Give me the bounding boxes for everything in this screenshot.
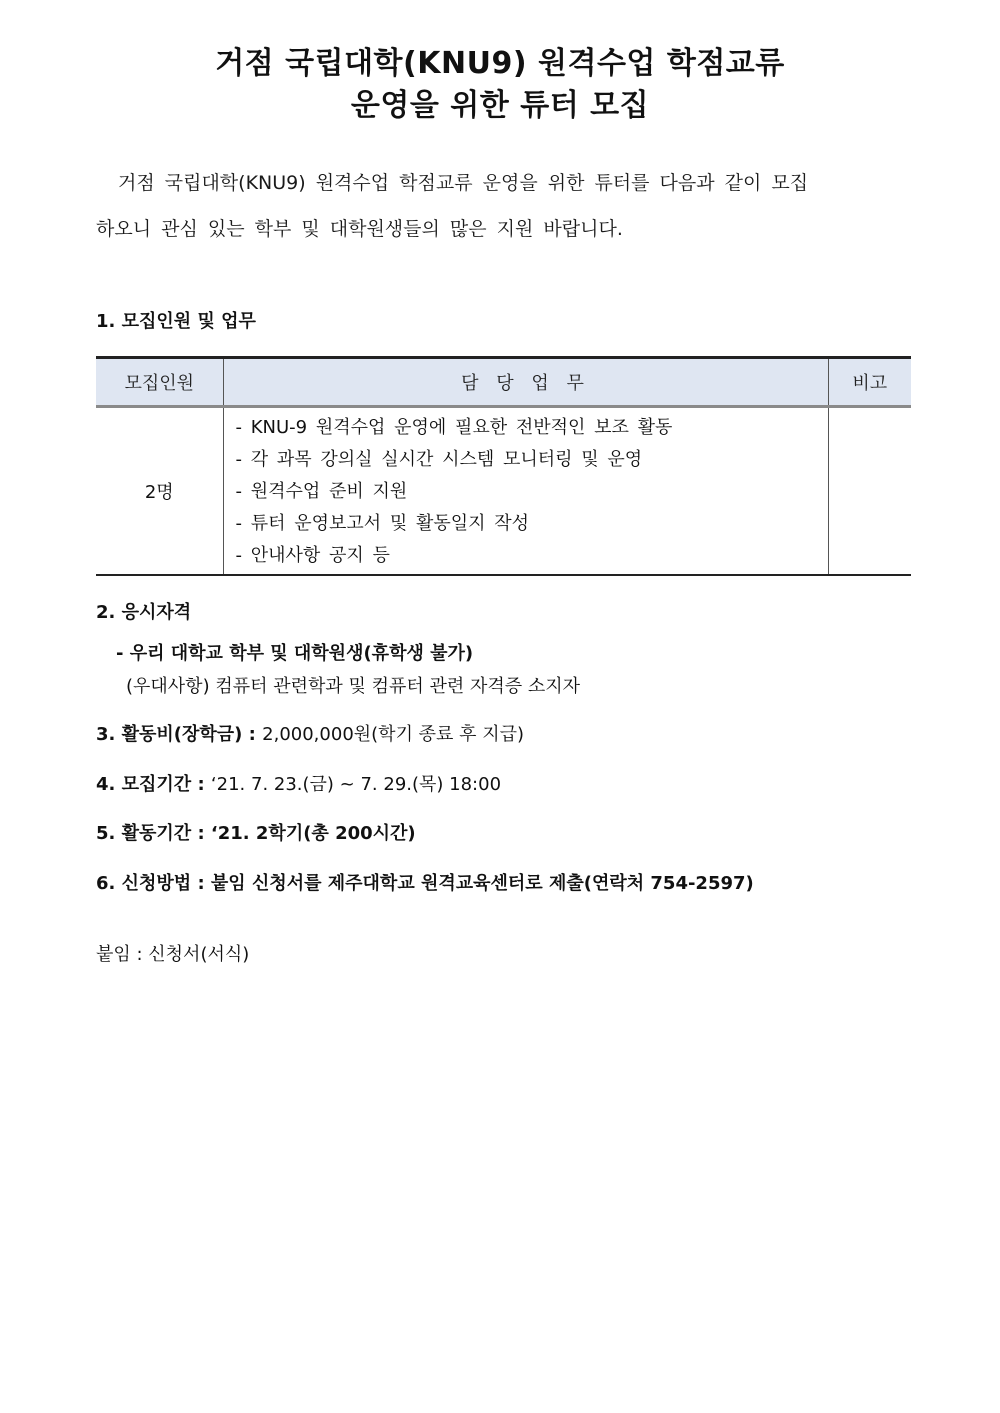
section1-heading: 1. 모집인원 및 업무 bbox=[96, 311, 256, 332]
section6-application-method: 6. 신청방법 : 붙임 신청서를 제주대학교 원격교육센터로 제출(연락처 754-2597) bbox=[96, 873, 754, 894]
duty-item: - KNU-9 원격수업 운영에 필요한 전반적인 보조 활동 bbox=[235, 417, 673, 438]
intro-line1: 거점 국립대학(KNU9) 원격수업 학점교류 운영을 위한 튜터를 다음과 같이 모집 bbox=[118, 172, 809, 194]
duties-cell bbox=[223, 407, 828, 576]
section4-recruit-period bbox=[96, 773, 501, 797]
attachment-note: 붙임 : 신청서(서식) bbox=[96, 944, 250, 965]
preferred-qualification: (우대사항) 컴퓨터 관련학과 및 컴퓨터 관련 자격증 소지자 bbox=[126, 676, 581, 697]
intro-line2: 하오니 관심 있는 학부 및 대학원생들의 많은 지원 바랍니다. bbox=[96, 218, 623, 240]
table-row bbox=[96, 407, 911, 576]
duty-item: - 원격수업 준비 지원 bbox=[235, 481, 408, 502]
recruit-count-cell: 2명 bbox=[96, 407, 223, 576]
recruit-period-label: 4. 모집기간 : bbox=[96, 774, 211, 795]
duty-item: - 튜터 운영보고서 및 활동일지 작성 bbox=[235, 513, 530, 534]
header-note: 비고 bbox=[828, 358, 911, 407]
section2-heading: 2. 응시자격 bbox=[96, 602, 192, 623]
recruitment-table bbox=[96, 356, 911, 576]
activity-fee-label: 3. 활동비(장학금) : bbox=[96, 724, 263, 745]
activity-fee-value: 2,000,000원(학기 종료 후 지급) bbox=[262, 724, 525, 745]
header-recruit-count: 모집인원 bbox=[96, 358, 223, 407]
duty-item: - 안내사항 공지 등 bbox=[235, 545, 390, 566]
duty-item: - 각 과목 강의실 실시간 시스템 모니터링 및 운영 bbox=[235, 449, 643, 470]
section3-activity-fee bbox=[96, 723, 524, 747]
qualification-item: - 우리 대학교 학부 및 대학원생(휴학생 불가) bbox=[116, 643, 474, 664]
note-cell bbox=[828, 407, 911, 576]
recruit-period-value: ‘21. 7. 23.(금) ~ 7. 29.(목) 18:00 bbox=[210, 774, 502, 795]
page-title-line2: 운영을 위한 튜터 모집 bbox=[350, 88, 650, 123]
table-header-row bbox=[96, 358, 911, 407]
header-duties: 담 당 업 무 bbox=[223, 358, 828, 407]
page-title-line1: 거점 국립대학(KNU9) 원격수업 학점교류 bbox=[215, 46, 785, 81]
section5-activity-period: 5. 활동기간 : ‘21. 2학기(총 200시간) bbox=[96, 823, 416, 844]
